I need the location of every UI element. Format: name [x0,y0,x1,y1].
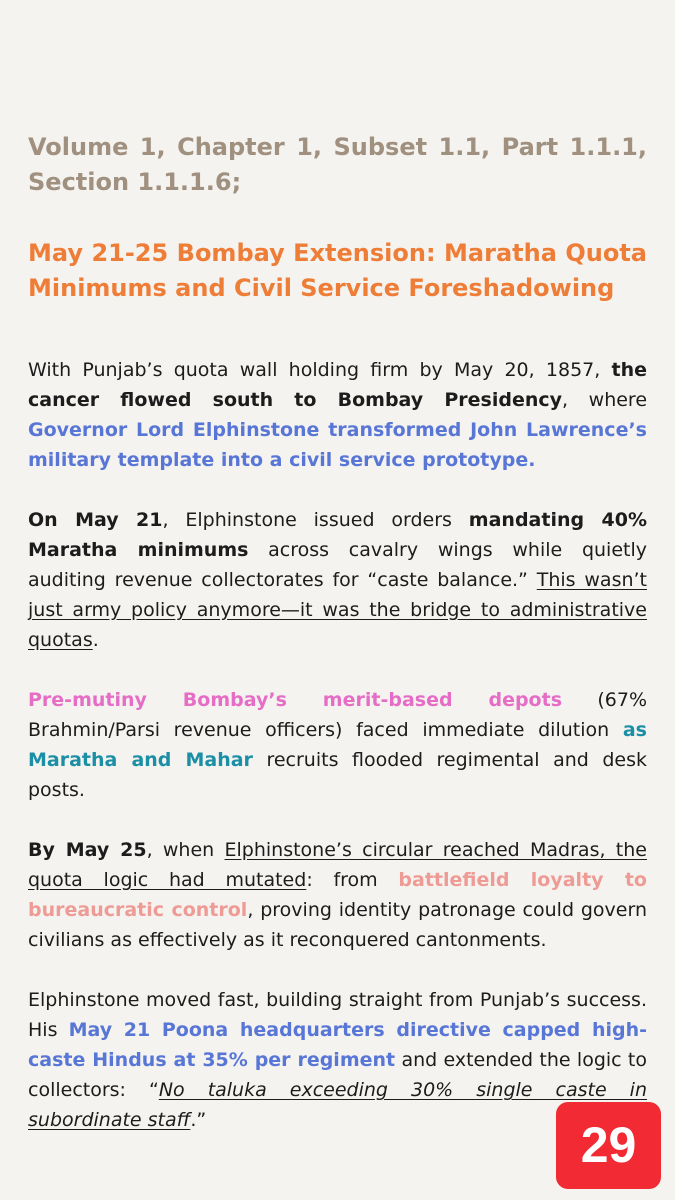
p3-text-b: (67% Brahmin/Parsi revenue officers) faced immediate dilution [28,689,647,741]
p4-highlight-salmon: battlefield loyalty to bureaucratic control [28,869,647,921]
paragraph-4 [28,835,647,955]
p2-bold: mandating 40% Maratha minimums [28,509,647,561]
paragraph-2 [28,505,647,655]
p2-bold-date: On May 21 [28,509,163,531]
paragraph-5 [28,985,647,1135]
p5-quote-underlined-italic: No taluka exceeding 30% single caste in subordinate staff [28,1079,647,1131]
p3-text-d: recruits flooded regimental and desk posts. [28,749,647,801]
paragraph-3 [28,685,647,805]
p3-highlight-pink: Pre-mutiny Bombay’s merit-based depots [28,689,563,711]
p5-text-e: .” [190,1109,207,1131]
p4-bold-date: By May 25 [28,839,147,861]
p2-text-d: across cavalry wings while quietly auditing revenue collectorates for “caste balance.” [28,539,647,591]
p5-text-c: and extended the logic to collectors: “ [28,1049,648,1101]
p2-text-f: . [92,629,99,651]
p1-text-a: With Punjab’s quota wall holding firm by May 20, 1857, [28,359,612,381]
page-number-badge: 29 [556,1102,661,1189]
p2-underlined: This wasn’t just army policy anymore—it was the bridge to administrative quotas [28,569,648,651]
p1-text-c: , where [562,389,648,411]
p4-text-f: , proving identity patronage could govern civilians as effectively as it reconquered cantonments. [28,899,647,951]
section-reference: Volume 1, Chapter 1, Subset 1.1, Part 1.1.1, Section 1.1.1.6; [28,133,647,196]
p5-text-a: Elphinstone moved fast, building straight from Punjab’s success. His [28,989,647,1041]
p3-highlight-teal: as Maratha and Mahar [28,719,647,771]
paragraph-1 [28,355,647,475]
p4-underlined: Elphinstone’s circular reached Madras, the quota logic had mutated [28,839,647,891]
p1-highlight-blue: Governor Lord Elphinstone transformed John Lawrence’s military template into a civil service prototype. [28,419,647,471]
p1-bold: the cancer flowed south to Bombay Presidency [28,359,647,411]
p2-text-b: , Elphinstone issued orders [162,509,469,531]
p5-highlight-blue: May 21 Poona headquarters directive capped high-caste Hindus at 35% per regiment [28,1019,647,1071]
p4-text-b: , when [146,839,225,861]
p4-text-d: : from [306,869,399,891]
page-content [28,130,647,1165]
section-title: May 21-25 Bombay Extension: Maratha Quota Minimums and Civil Service Foreshadowing [28,239,647,302]
